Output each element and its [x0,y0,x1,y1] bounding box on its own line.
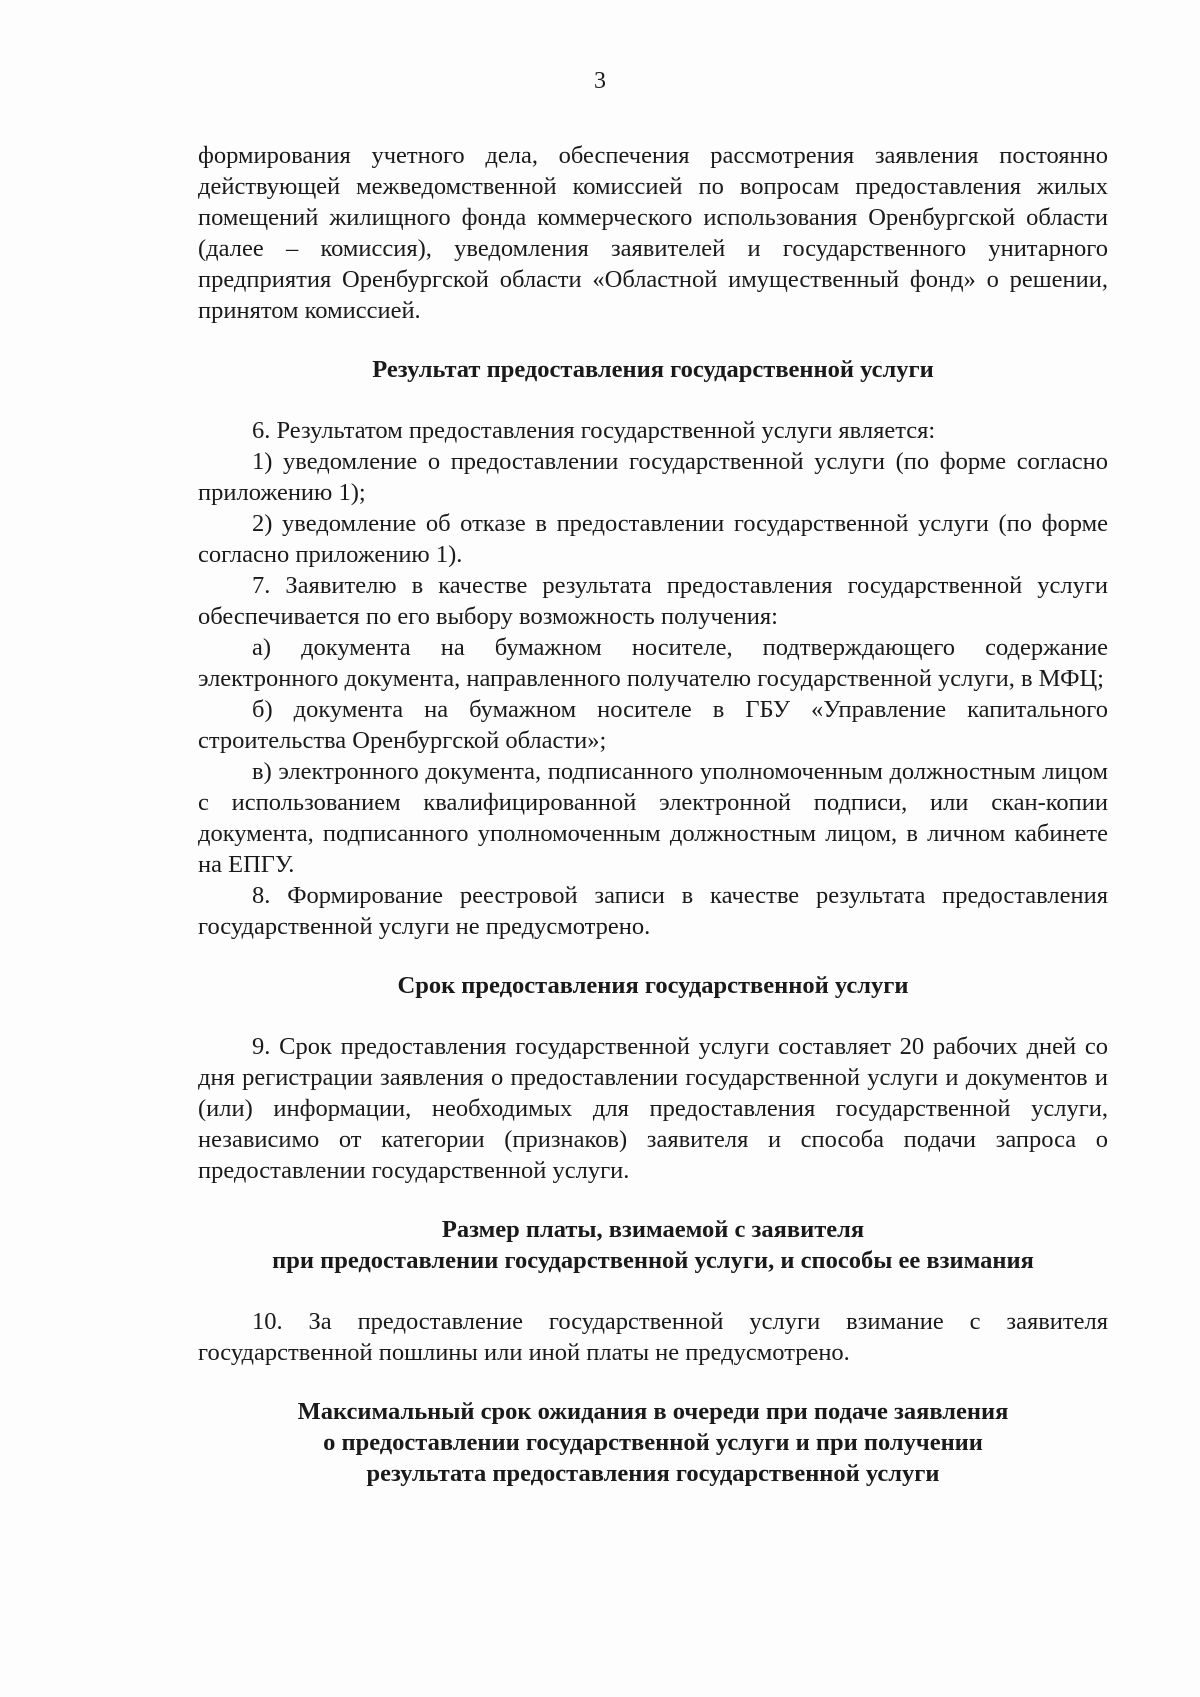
fee-paragraph-10: 10. За предоставление государственной услуги взимание с заявителя государственной пошлины или иной платы не предусмотрено. [198,1308,1108,1366]
page-number: 3 [594,68,606,94]
waiting-heading-line-3: результата предоставления государственной услуги [366,1460,940,1487]
fee-heading-line-2: при предоставлении государственной услуги, и способы ее взимания [272,1247,1034,1274]
fee-heading-line-1: Размер платы, взимаемой с заявителя [441,1216,865,1243]
waiting-heading-line-1: Максимальный срок ожидания в очереди при подаче заявления [297,1398,1009,1425]
intro-paragraph: формирования учетного дела, обеспечения рассмотрения заявления постоянно действующей межведомственной комиссией по вопросам предоставления жилых помещений жилищного фонда коммерческого использования Оренбургской области (далее – комиссия), уведомления заявителей и государственного унитарного предприятия Оренбургской области «Областной имущественный фонд» о решении, принятом комиссией. [198,142,1108,324]
result-paragraph-7: 7. Заявителю в качестве результата предоставления государственной услуги обеспечивается по его выбору возможность получения: [198,572,1108,630]
result-item-v: в) электронного документа, подписанного уполномоченным должностным лицом с использованием квалифицированной электронной подписи, или скан-копии документа, подписанного уполномоченным должностным лицом, в личном кабинете на ЕПГУ. [198,758,1108,878]
waiting-heading-line-2: о предоставлении государственной услуги и при получении [323,1429,983,1456]
result-paragraph-6: 6. Результатом предоставления государственной услуги является: [252,417,936,444]
result-item-b: б) документа на бумажном носителе в ГБУ «Управление капитального строительства Оренбургской области»; [198,696,1108,754]
document-body [198,140,1108,1489]
result-heading: Результат предоставления государственной услуги [372,356,934,383]
result-item-1: 1) уведомление о предоставлении государственной услуги (по форме согласно приложению 1); [198,448,1108,506]
result-item-a: а) документа на бумажном носителе, подтверждающего содержание электронного документа, направленного получателю государственной услуги, в МФЦ; [198,634,1108,692]
result-item-2: 2) уведомление об отказе в предоставлении государственной услуги (по форме согласно приложению 1). [198,510,1108,568]
result-paragraph-8: 8. Формирование реестровой записи в качестве результата предоставления государственной услуги не предусмотрено. [198,882,1108,940]
term-paragraph-9: 9. Срок предоставления государственной услуги составляет 20 рабочих дней со дня регистрации заявления о предоставлении государственной услуги и документов и (или) информации, необходимых для предоставления государственной услуги, независимо от категории (признаков) заявителя и способа подачи запроса о предоставлении государственной услуги. [198,1033,1108,1184]
term-heading: Срок предоставления государственной услуги [397,972,909,999]
